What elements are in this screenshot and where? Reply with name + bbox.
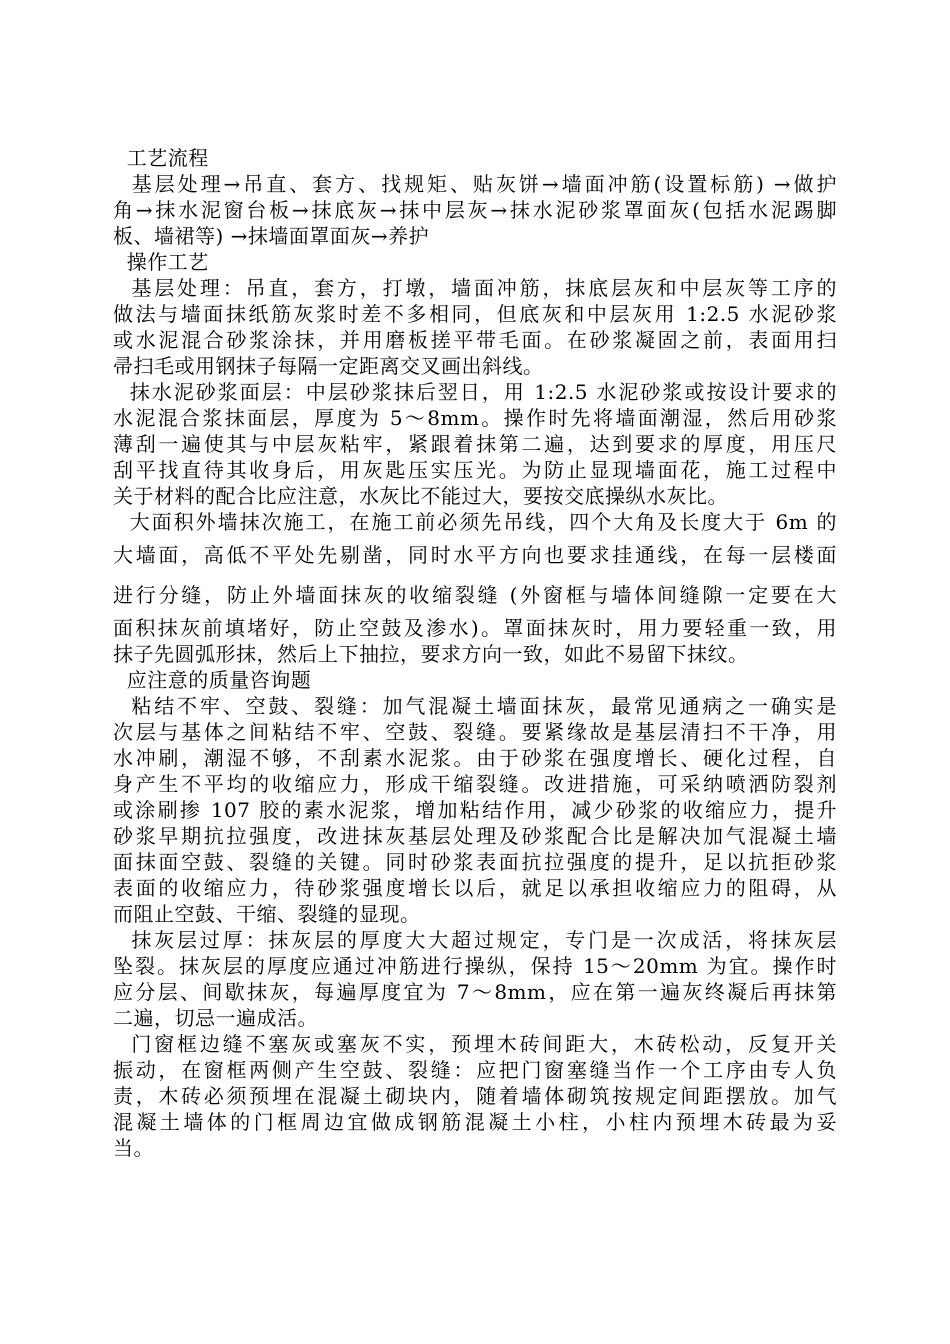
text-line: 工艺流程 [113, 146, 209, 170]
text-line: 面抹面空鼓、裂缝的关键。同时砂浆表面抗拉强度的提升，足以抗拒砂浆 [113, 850, 837, 874]
text-line: 责，木砖必须预埋在混凝土砌块内，随着墙体砌筑按规定间距摆放。加气 [113, 1084, 837, 1108]
paragraph-thick-layer [113, 927, 837, 1031]
text-line: 刮平找直待其收身后，用灰匙压实压光。为防止显现墙面花，施工过程中 [113, 458, 837, 482]
paragraph-base-treatment [113, 275, 837, 379]
text-line: 次层与基体之间粘结不牢、空鼓、裂缝。要紧缘故是基层清扫不干净，用 [113, 720, 837, 744]
document-body [113, 145, 837, 1161]
text-line: 二遍，切忌一遍成活。 [113, 1006, 318, 1030]
text-line: 抹子先圆弧形抹，然后上下抽拉，要求方向一致，如此不易留下抹纹。 [113, 642, 749, 666]
text-line: 应注意的质量咨询题 [113, 668, 312, 692]
text-line: 角→抹水泥窗台板→抹底灰→抹中层灰→抹水泥砂浆罩面灰(包括水泥踢脚 [113, 198, 837, 222]
text-line: 关于材料的配合比应注意，水灰比不能过大，要按交底操纵水灰比。 [113, 484, 728, 508]
text-line: 水泥混合浆抹面层，厚度为 5～8mm。操作时先将墙面潮湿，然后用砂浆 [113, 406, 837, 430]
paragraph-operation-heading [113, 249, 837, 275]
text-line: 板、墙裙等) →抹墙面罩面灰→养护 [113, 224, 430, 248]
text-line: 水冲刷，潮湿不够，不刮素水泥浆。由于砂浆在强度增长、硬化过程，自 [113, 746, 837, 770]
text-line: 粘结不牢、空鼓、裂缝：加气混凝土墙面抹灰，最常见通病之一确实是 [113, 694, 837, 718]
paragraph-bonding-issues [113, 693, 837, 927]
paragraph-quality-heading [113, 667, 837, 693]
text-line: 面积抹灰前填堵好，防止空鼓及渗水)。罩面抹灰时，用力要轻重一致，用 [113, 616, 837, 640]
text-line: 表面的收缩应力，待砂浆强度增长以后，就足以承担收缩应力的阻碍，从 [113, 876, 837, 900]
text-line: 薄刮一遍使其与中层灰粘牢，紧跟着抹第二遍，达到要求的厚度，用压尺 [113, 432, 837, 456]
paragraph-cement-mortar-surface [113, 379, 837, 509]
text-line: 应分层、间歇抹灰，每遍厚度宜为 7～8mm，应在第一遍灰终凝后再抹第 [113, 980, 837, 1004]
paragraph-window-frame [113, 1031, 837, 1161]
text-line: 大面积外墙抹次施工，在施工前必须先吊线，四个大角及长度大于 6m 的 [113, 510, 837, 534]
text-line: 做法与墙面抹纸筋灰浆时差不多相同，但底灰和中层灰用 1:2.5 水泥砂浆 [113, 302, 837, 326]
text-line: 或涂刷掺 107 胶的素水泥浆，增加粘结作用，减少砂浆的收缩应力，提升 [113, 798, 837, 822]
text-line: 基层处理→吊直、套方、找规矩、贴灰饼→墙面冲筋(设置标筋) →做护 [113, 172, 837, 196]
text-line: 抹灰层过厚：抹灰层的厚度大大超过规定，专门是一次成活，将抹灰层 [113, 928, 837, 952]
text-line: 砂浆早期抗拉强度，改进抹灰基层处理及砂浆配合比是解决加气混凝土墙 [113, 824, 837, 848]
text-line: 操作工艺 [113, 250, 209, 274]
text-line: 身产生不平均的收缩应力，形成干缩裂缝。改进措施，可采纳喷洒防裂剂 [113, 772, 837, 796]
text-line: 而阻止空鼓、干缩、裂缝的显现。 [113, 902, 421, 926]
text-line: 或水泥混合砂浆涂抹，并用磨板搓平带毛面。在砂浆凝固之前，表面用扫 [113, 328, 837, 352]
text-line: 当。 [113, 1136, 154, 1160]
text-line: 门窗框边缝不塞灰或塞灰不实，预埋木砖间距大，木砖松动，反复开关 [113, 1032, 837, 1056]
text-line: 混凝土墙体的门框周边宜做成钢筋混凝土小柱，小柱内预埋木砖最为妥 [113, 1110, 837, 1134]
text-line: 帚扫毛或用钢抹子每隔一定距离交叉画出斜线。 [113, 354, 544, 378]
text-line: 振动，在窗框两侧产生空鼓、裂缝：应把门窗塞缝当作一个工序由专人负 [113, 1058, 837, 1082]
text-line: 抹水泥砂浆面层：中层砂浆抹后翌日，用 1:2.5 水泥砂浆或按设计要求的 [113, 380, 837, 404]
text-line: 大墙面，高低不平处先剔凿，同时水平方向也要求挂通线，在每一层楼面 [113, 543, 837, 567]
text-line: 坠裂。抹灰层的厚度应通过冲筋进行操纵，保持 15～20mm 为宜。操作时 [113, 954, 837, 978]
text-line: 基层处理：吊直，套方，打墩，墙面冲筋，抹底层灰和中层灰等工序的 [113, 276, 837, 300]
text-line: 进行分缝，防止外墙面抹灰的收缩裂缝 (外窗框与墙体间缝隙一定要在大 [113, 583, 837, 607]
paragraph-large-wall [113, 509, 837, 667]
paragraph-process-heading [113, 145, 837, 171]
paragraph-process-flow [113, 171, 837, 249]
